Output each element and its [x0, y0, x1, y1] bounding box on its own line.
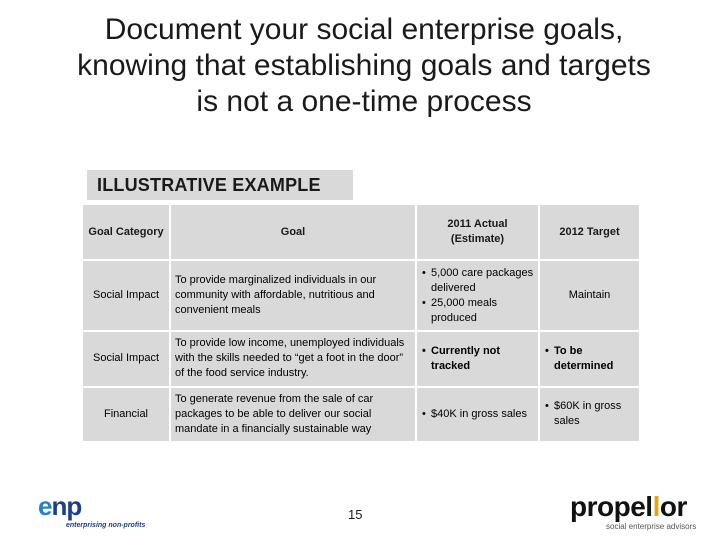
- row1-actual-item: • 25,000 meals produced: [431, 296, 534, 326]
- row2-actual-item: • Currently not tracked: [431, 344, 534, 374]
- row2-target-item: • To be determined: [554, 344, 635, 374]
- goals-table: [83, 205, 639, 441]
- enp-wordmark: [38, 493, 145, 519]
- table-header-row: [83, 205, 639, 259]
- row3-goal: To generate revenue from the sale of car packages to be able to deliver our social mandate in a financially sustainable way: [169, 386, 415, 441]
- row1-actual-item: • 5,000 care packages delivered: [431, 266, 534, 296]
- enp-logo-e: e: [38, 491, 52, 521]
- propellor-part-b: or: [659, 491, 687, 522]
- row3-category: Financial: [83, 386, 169, 441]
- row3-actual-item: • $40K in gross sales: [431, 407, 534, 422]
- title-line-2: knowing that establishing goals and targets: [77, 49, 651, 82]
- propellor-wordmark: [570, 492, 700, 522]
- table-row: [83, 259, 639, 330]
- propellor-sun: l: [652, 491, 660, 522]
- enp-logo: [38, 493, 145, 529]
- row3-target: [538, 386, 639, 441]
- row1-category: Social Impact: [83, 259, 169, 330]
- header-actual: 2011 Actual (Estimate): [415, 205, 538, 259]
- row1-goal: To provide marginalized individuals in our community with affordable, nutritious and convenient meals: [169, 259, 415, 330]
- row2-actual: [415, 330, 538, 385]
- header-target: 2012 Target: [538, 205, 639, 259]
- table-row: [83, 330, 639, 385]
- enp-logo-np: np: [51, 491, 82, 521]
- table-row: [83, 386, 639, 441]
- row2-target: [538, 330, 639, 385]
- enp-tagline: enterprising non-profits: [66, 522, 146, 529]
- row2-category: Social Impact: [83, 330, 169, 385]
- propellor-logo: [570, 492, 700, 531]
- illustrative-badge: ILLUSTRATIVE EXAMPLE: [87, 170, 353, 200]
- propellor-part-a: propel: [570, 491, 653, 522]
- propellor-tagline: social enterprise advisors: [606, 522, 697, 531]
- row2-goal: To provide low income, unemployed individuals with the skills needed to “get a foot in the door” of the food service industry.: [169, 330, 415, 385]
- row3-target-item: • $60K in gross sales: [554, 399, 635, 429]
- header-goal: Goal: [169, 205, 415, 259]
- row1-actual: [415, 259, 538, 330]
- row3-actual: [415, 386, 538, 441]
- header-category: Goal Category: [83, 205, 169, 259]
- title-line-3: is not a one-time process: [196, 85, 532, 118]
- row1-target: Maintain: [538, 259, 639, 330]
- page-number: 15: [348, 507, 363, 522]
- title-line-1: Document your social enterprise goals,: [104, 13, 624, 46]
- slide-title: [0, 12, 728, 120]
